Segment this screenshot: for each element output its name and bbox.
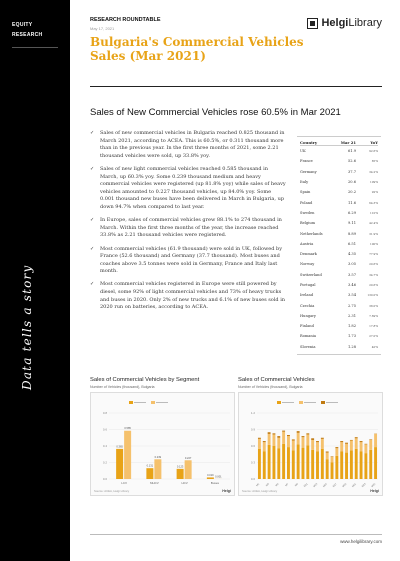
table-row bbox=[300, 156, 378, 166]
stacked-bar-segment bbox=[277, 438, 280, 448]
table-row bbox=[300, 218, 378, 228]
cell-country: Slovenia bbox=[300, 344, 316, 349]
stacked-bar-segment bbox=[263, 441, 266, 442]
chart-source-note: Source: ACEA, Helgi Library bbox=[94, 489, 130, 493]
y-tick-label: 0.9 bbox=[250, 427, 255, 432]
table-row bbox=[300, 280, 378, 290]
table-row bbox=[300, 331, 378, 341]
stacked-bar-segment bbox=[364, 453, 367, 479]
cell-yoy-text: 110% bbox=[370, 210, 378, 215]
stacked-bar-segment bbox=[331, 457, 334, 463]
cell-yoy-text: 85% bbox=[371, 159, 378, 164]
segment-chart-subtitle: Number of Vehicles (thousand), Bulgaria bbox=[90, 385, 155, 389]
cell-value: 11.6 bbox=[347, 200, 356, 205]
stacked-bar-segment bbox=[335, 456, 338, 479]
table-row bbox=[300, 270, 378, 280]
cell-yoy-text: 17.8% bbox=[369, 324, 378, 329]
y-tick-label: 0.6 bbox=[102, 427, 107, 432]
cell-yoy-text: 34.7% bbox=[369, 272, 378, 277]
stacked-bar-segment bbox=[306, 433, 309, 434]
x-tick-label: M11 bbox=[303, 482, 309, 488]
bar bbox=[177, 469, 184, 479]
cell-yoy bbox=[356, 334, 378, 338]
stacked-bar-segment bbox=[360, 442, 363, 451]
stacked-bar-segment bbox=[345, 453, 348, 479]
table-row bbox=[300, 342, 378, 352]
cell-country: Romania bbox=[300, 334, 317, 339]
cell-country: Ireland bbox=[300, 293, 314, 298]
stacked-bar-segment bbox=[350, 450, 353, 479]
stacked-bar-segment bbox=[335, 447, 338, 448]
cell-yoy bbox=[356, 304, 378, 308]
stacked-bar-segment bbox=[316, 442, 319, 451]
cell-yoy-text: 20.6% bbox=[369, 262, 378, 267]
cell-yoy-text: 92.6% bbox=[369, 149, 378, 154]
y-tick-label: 1.2 bbox=[250, 411, 255, 415]
x-tick-label: M7 bbox=[284, 482, 290, 488]
y-tick-label: 0.0 bbox=[102, 477, 107, 481]
cell-country: Italy bbox=[300, 180, 309, 185]
bar-value-label: 0.001 bbox=[215, 475, 222, 479]
bar bbox=[207, 477, 214, 479]
report-header bbox=[90, 17, 382, 63]
cell-value: 8.89 bbox=[347, 231, 356, 236]
cell-value: 52.6 bbox=[347, 159, 356, 164]
cell-value: 3.46 bbox=[347, 283, 356, 287]
stacked-bar-segment bbox=[360, 452, 363, 480]
stacked-bar-segment bbox=[287, 447, 290, 479]
country-sales-table bbox=[297, 136, 381, 355]
stacked-bar-segment bbox=[311, 438, 314, 440]
cell-value: 2.75 bbox=[347, 303, 356, 308]
cell-value: 1.28 bbox=[347, 344, 356, 349]
cell-value: 4.35 bbox=[347, 252, 356, 257]
stacked-bar-segment bbox=[360, 441, 363, 442]
cell-value: 6.51 bbox=[347, 241, 356, 246]
legend-label-placeholder bbox=[304, 402, 316, 403]
cell-yoy-text: 40% bbox=[371, 344, 378, 349]
bar bbox=[146, 468, 153, 479]
section-subheading: Sales of New Commercial Vehicles rose 60.5% in Mar 2021 bbox=[90, 107, 341, 118]
cell-country: Hungary bbox=[300, 313, 316, 318]
segment-bar-chart bbox=[91, 393, 236, 497]
stacked-bar-segment bbox=[268, 432, 271, 434]
stacked-bar-segment bbox=[306, 434, 309, 445]
stacked-bar-segment bbox=[369, 439, 372, 440]
footer-url-link[interactable]: www.helgilibrary.com bbox=[340, 539, 382, 544]
legend-label-placeholder bbox=[326, 402, 338, 403]
logo-word-library: Library bbox=[348, 17, 382, 29]
stacked-bar-segment bbox=[345, 443, 348, 444]
table-header-yoy: YoY bbox=[370, 139, 378, 145]
x-tick-label: M5 bbox=[275, 482, 280, 488]
table-row bbox=[300, 290, 378, 300]
cell-value: 1.82 bbox=[347, 324, 356, 329]
cell-value: 9.11 bbox=[347, 221, 356, 226]
cell-yoy-text: 77.9% bbox=[369, 252, 378, 257]
stacked-bar-segment bbox=[297, 444, 300, 479]
table-row bbox=[300, 311, 378, 321]
x-tick-label: M21 bbox=[351, 482, 357, 488]
stacked-bar-segment bbox=[287, 436, 290, 447]
legend-swatch bbox=[299, 401, 303, 404]
cell-yoy bbox=[356, 170, 378, 174]
x-tick-label: M3 bbox=[265, 482, 270, 488]
sidebar-tagline: Data tells a story bbox=[20, 264, 34, 390]
bullet-item: ✓ Most commercial vehicles (61.9 thousand) were sold in UK, followed by France (52.6 thousand) and Germany (37.7 thousand). Most buses and coaches above 3.5 tonnes were sold in Germany, France and Italy last month. bbox=[90, 246, 286, 276]
stacked-bar-segment bbox=[355, 437, 358, 438]
table-row bbox=[300, 167, 378, 177]
bar-value-label: 0.239 bbox=[154, 455, 162, 459]
cell-yoy bbox=[356, 273, 378, 277]
stacked-bar-segment bbox=[258, 439, 261, 449]
cell-country: Switzerland bbox=[300, 272, 322, 277]
bar-value-label: 0.019 bbox=[207, 473, 214, 477]
bar-value-label: 0.365 bbox=[116, 445, 123, 449]
cell-yoy bbox=[356, 324, 378, 328]
bar-value-label: 0.227 bbox=[184, 456, 192, 460]
chart-brand-logo: Helgi bbox=[370, 489, 379, 493]
cell-value: 6.29 bbox=[347, 210, 356, 215]
x-tick-label: M9 bbox=[294, 482, 299, 488]
table-row bbox=[300, 187, 378, 197]
cell-yoy bbox=[356, 262, 378, 266]
bullet-item: ✓ In Europe, sales of commercial vehicles grew 88.1% to 274 thousand in March. Within the first three months of the year, the increase reached 33.8% as 2.21 thousand vehicles were registered. bbox=[90, 217, 286, 240]
sidebar-line-2: RESEARCH bbox=[12, 32, 43, 38]
x-tick-label: M25 bbox=[370, 482, 377, 488]
chart-brand-logo: Helgi bbox=[222, 489, 231, 493]
stacked-bar-segment bbox=[292, 441, 295, 451]
legend-swatch bbox=[129, 401, 133, 404]
table-header-mar21: Mar 21 bbox=[340, 139, 356, 145]
x-tick-label: M15 bbox=[322, 482, 328, 488]
stacked-bar-segment bbox=[350, 441, 353, 451]
y-tick-label: 0.4 bbox=[102, 444, 107, 448]
legend-label-placeholder bbox=[156, 402, 168, 403]
bar-value-label: 0.123 bbox=[176, 465, 184, 469]
sidebar-divider bbox=[12, 47, 58, 48]
stacked-bar-segment bbox=[316, 452, 319, 480]
cell-yoy bbox=[356, 221, 378, 225]
cell-yoy bbox=[356, 201, 378, 205]
monthly-chart-panel bbox=[238, 377, 383, 496]
y-tick-label: 0.2 bbox=[102, 460, 107, 465]
stacked-bar-segment bbox=[302, 436, 305, 437]
sidebar bbox=[0, 0, 70, 561]
logo-text bbox=[321, 17, 382, 29]
cell-country: Belgium bbox=[300, 221, 316, 226]
cell-value: 1.73 bbox=[347, 334, 356, 339]
cell-value: 3.05 bbox=[347, 262, 356, 267]
stacked-bar-segment bbox=[374, 434, 377, 447]
cell-yoy-text: 31.9% bbox=[369, 231, 378, 236]
table-header-country: Country bbox=[300, 139, 318, 145]
stacked-bar-segment bbox=[268, 445, 271, 479]
cell-country: Spain bbox=[300, 190, 311, 195]
report-kicker: RESEARCH ROUNDTABLE bbox=[90, 17, 161, 23]
x-tick-label: Buses bbox=[210, 481, 220, 485]
cell-yoy-text: 92% bbox=[371, 190, 378, 195]
table-row bbox=[300, 239, 378, 249]
logo-word-helgi: Helgi bbox=[321, 17, 349, 29]
cell-country: Sweden bbox=[300, 210, 315, 215]
table-row bbox=[300, 146, 378, 156]
cell-yoy bbox=[356, 149, 378, 153]
stacked-bar-segment bbox=[316, 441, 319, 442]
sidebar-line-1: EQUITY bbox=[12, 22, 33, 28]
stacked-bar-segment bbox=[272, 434, 275, 446]
cell-country: Portugal bbox=[300, 283, 316, 287]
stacked-bar-segment bbox=[282, 444, 285, 479]
summary-bullets bbox=[90, 130, 286, 317]
stacked-bar-segment bbox=[292, 450, 295, 479]
cell-value: 20.6 bbox=[347, 180, 356, 185]
cell-country: Netherlands bbox=[300, 231, 323, 236]
x-tick-label: M1 bbox=[255, 482, 261, 488]
cell-yoy bbox=[356, 252, 378, 256]
stacked-bar-segment bbox=[321, 439, 324, 449]
stacked-bar-segment bbox=[374, 447, 377, 479]
x-tick-label: MHCV bbox=[149, 481, 159, 485]
chart-source-note: Source: ACEA, Helgi Library bbox=[242, 489, 278, 493]
bar bbox=[185, 460, 192, 479]
stacked-bar-segment bbox=[340, 442, 343, 451]
stacked-bar-segment bbox=[282, 431, 285, 432]
stacked-bar-segment bbox=[282, 432, 285, 444]
cell-yoy-text: 27.0% bbox=[369, 334, 378, 339]
legend-swatch bbox=[277, 401, 281, 404]
cell-value: 61.9 bbox=[347, 149, 356, 154]
cell-yoy-text: 109% bbox=[370, 180, 378, 185]
stacked-bar-segment bbox=[335, 448, 338, 456]
stacked-bar-segment bbox=[331, 456, 334, 457]
monthly-chart-title: Sales of Commercial Vehicles bbox=[238, 377, 315, 383]
cell-yoy bbox=[356, 283, 378, 287]
bar-value-label: 0.131 bbox=[146, 464, 154, 468]
stacked-bar-segment bbox=[292, 439, 295, 440]
table-row bbox=[300, 208, 378, 218]
stacked-bar-segment bbox=[297, 431, 300, 433]
stacked-bar-segment bbox=[277, 448, 280, 479]
monthly-chart-subtitle: Number of Vehicles (thousand), Bulgaria bbox=[238, 385, 303, 389]
stacked-bar-segment bbox=[364, 444, 367, 453]
stacked-bar-segment bbox=[326, 453, 329, 460]
x-tick-label: M23 bbox=[361, 482, 367, 488]
stacked-bar-segment bbox=[345, 444, 348, 453]
cell-country: Germany bbox=[300, 169, 317, 174]
cell-country: Finland bbox=[300, 324, 314, 329]
stacked-bar-segment bbox=[321, 449, 324, 479]
bullet-item: ✓ Most commercial vehicles registered in Europe were still powered by diesel, some 92% of light commercial vehicles and 73% of heavy trucks and buses in 2020. Only 2% of new trucks and 6.1% of new buses sold in 2020 run on batteries, according to ACEA. bbox=[90, 281, 286, 311]
table-row bbox=[300, 300, 378, 310]
stacked-bar-segment bbox=[263, 442, 266, 451]
legend-swatch bbox=[151, 401, 155, 404]
helgi-library-logo[interactable] bbox=[307, 17, 382, 29]
report-date: May 17, 2021 bbox=[90, 26, 115, 31]
bar bbox=[116, 449, 123, 479]
cell-yoy bbox=[356, 159, 378, 163]
stacked-bar-segment bbox=[311, 440, 314, 450]
stacked-bar-segment bbox=[350, 440, 353, 441]
stacked-bar-segment bbox=[369, 440, 372, 450]
monthly-stacked-chart bbox=[239, 393, 384, 497]
bar bbox=[124, 431, 131, 479]
cell-yoy bbox=[356, 293, 378, 297]
stacked-bar-segment bbox=[297, 433, 300, 445]
cell-country: France bbox=[300, 159, 313, 164]
legend-label-placeholder bbox=[134, 402, 146, 403]
stacked-bar-segment bbox=[311, 450, 314, 479]
stacked-bar-segment bbox=[340, 452, 343, 480]
x-tick-label: M13 bbox=[312, 482, 319, 488]
cell-yoy-text: 38.0% bbox=[369, 303, 378, 308]
table-header-row bbox=[300, 139, 378, 146]
legend-label-placeholder bbox=[282, 402, 294, 403]
stacked-bar-segment bbox=[287, 435, 290, 436]
bar-value-label: 0.585 bbox=[124, 427, 131, 431]
y-tick-label: 0.8 bbox=[102, 411, 107, 415]
legend-swatch bbox=[321, 401, 325, 404]
stacked-bar-segment bbox=[326, 452, 329, 453]
cell-value: 3.57 bbox=[347, 272, 356, 277]
cell-yoy bbox=[356, 345, 378, 349]
report-title: Bulgaria's Commercial Vehicles Sales (Mar 2021) bbox=[90, 35, 304, 63]
cell-yoy-text: 64.3% bbox=[369, 200, 378, 205]
segment-chart-box bbox=[90, 392, 235, 496]
bar bbox=[154, 459, 161, 479]
segment-chart-title: Sales of Commercial Vehicles by Segment bbox=[90, 377, 200, 383]
table-row bbox=[300, 249, 378, 259]
x-tick-label: LCV bbox=[121, 481, 128, 485]
table-row bbox=[300, 321, 378, 331]
cell-yoy bbox=[356, 232, 378, 236]
cell-country: Norway bbox=[300, 262, 315, 267]
stacked-bar-segment bbox=[258, 438, 261, 439]
stacked-bar-segment bbox=[272, 446, 275, 479]
footer-divider bbox=[90, 534, 382, 535]
cell-yoy-text: 100% bbox=[370, 241, 378, 246]
segment-chart-panel bbox=[90, 377, 235, 496]
stacked-bar-segment bbox=[258, 449, 261, 479]
y-tick-label: 0.6 bbox=[250, 444, 255, 448]
cell-yoy bbox=[356, 180, 378, 184]
stacked-bar-segment bbox=[355, 449, 358, 479]
stacked-bar-segment bbox=[277, 436, 280, 438]
stacked-bar-segment bbox=[263, 452, 266, 480]
y-tick-label: 0.0 bbox=[250, 477, 255, 481]
x-tick-label: HCV bbox=[181, 481, 188, 485]
bullet-item: ✓ Sales of new light commercial vehicles reached 0.585 thousand in March, up 60.3% yoy. Some 0.239 thousand medium and heavy commercial vehicles were registered (up 81.8% yoy) while sales of heavy vehicles amounted to 0.227 thousand vehicles, up 84.0% yoy. Some 0.001 thousand new buses have been delivered in March in Bulgaria, up down 94.7% when compared to last year. bbox=[90, 166, 286, 212]
table-row bbox=[300, 228, 378, 238]
cell-value: 2.31 bbox=[347, 313, 356, 318]
cell-yoy-text: 7.69% bbox=[369, 313, 378, 318]
sidebar-section-label bbox=[12, 20, 42, 40]
helgi-logo-icon bbox=[307, 18, 318, 29]
cell-yoy-text: 20.6% bbox=[369, 283, 378, 287]
stacked-bar-segment bbox=[369, 450, 372, 479]
stacked-bar-segment bbox=[302, 448, 305, 479]
cell-yoy bbox=[356, 190, 378, 194]
y-tick-label: 0.3 bbox=[250, 460, 255, 465]
stacked-bar-segment bbox=[355, 438, 358, 448]
stacked-bar-segment bbox=[326, 459, 329, 479]
cell-country: Denmark bbox=[300, 252, 317, 257]
cell-yoy-text: 34.2% bbox=[369, 169, 378, 174]
x-tick-label: M19 bbox=[341, 482, 348, 488]
cell-country: Czechia bbox=[300, 303, 315, 308]
cell-country: Austria bbox=[300, 241, 314, 246]
stacked-bar-segment bbox=[268, 434, 271, 445]
cell-yoy-text: 130.0% bbox=[367, 293, 378, 298]
cell-country: UK bbox=[300, 149, 306, 154]
monthly-chart-box bbox=[238, 392, 383, 496]
table-row bbox=[300, 197, 378, 207]
cell-yoy bbox=[356, 314, 378, 318]
bullet-item: ✓ Sales of new commercial vehicles in Bulgaria reached 0.825 thousand in March 2021, according to ACEA. This is 60.5%, or 0.311 thousand more than in the previous year. In the first three months of 2021, some 2.21 thousand vehicles were sold, up 33.8% yoy. bbox=[90, 130, 286, 160]
cell-country: Poland bbox=[300, 200, 313, 205]
cell-value: 20.2 bbox=[347, 190, 356, 195]
stacked-bar-segment bbox=[272, 433, 275, 434]
x-tick-label: M17 bbox=[332, 482, 338, 488]
cell-value: 3.54 bbox=[347, 293, 356, 298]
stacked-bar-segment bbox=[340, 441, 343, 442]
table-row bbox=[300, 177, 378, 187]
table-row bbox=[300, 259, 378, 269]
cell-yoy bbox=[356, 211, 378, 215]
stacked-bar-segment bbox=[302, 437, 305, 447]
cell-yoy bbox=[356, 242, 378, 246]
cell-value: 37.7 bbox=[347, 169, 356, 174]
cell-yoy-text: 42.4% bbox=[369, 221, 378, 226]
stacked-bar-segment bbox=[364, 444, 367, 445]
stacked-bar-segment bbox=[306, 445, 309, 479]
header-divider bbox=[90, 86, 382, 87]
stacked-bar-segment bbox=[321, 438, 324, 439]
stacked-bar-segment bbox=[331, 463, 334, 480]
